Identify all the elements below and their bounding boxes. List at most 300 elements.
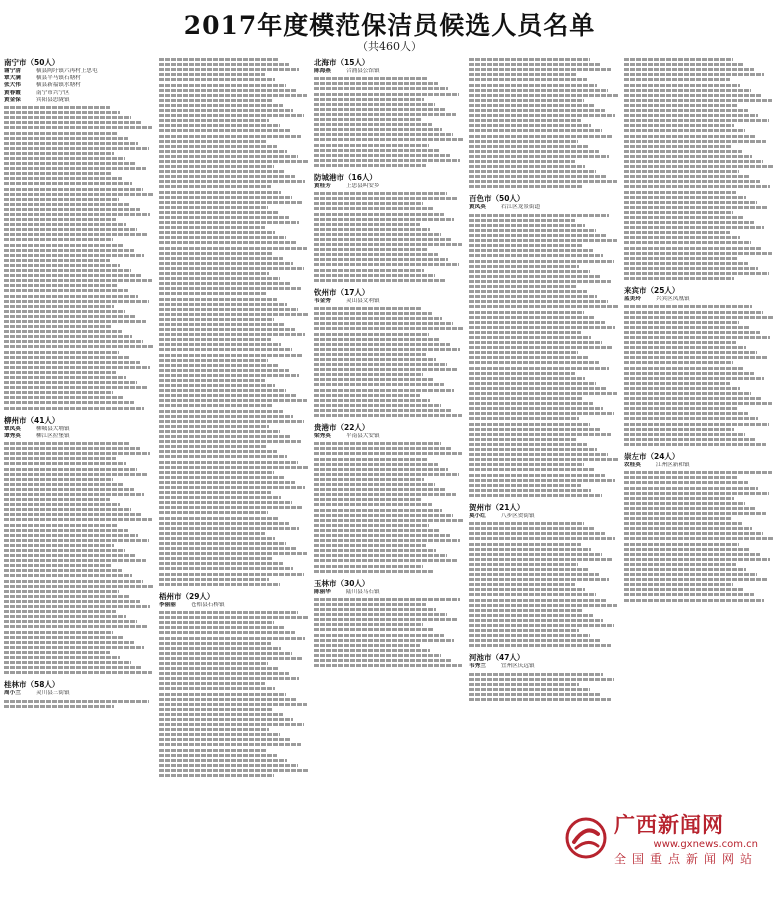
candidate-entry-line — [159, 231, 275, 234]
candidate-entry-line — [469, 170, 596, 173]
candidate-entry — [624, 296, 775, 303]
candidate-entry-line — [314, 307, 421, 310]
candidate-place: 宾阳县思陇镇 — [36, 96, 70, 103]
candidate-entry-line — [469, 135, 612, 138]
candidate-entry-line — [159, 471, 274, 474]
candidate-entry-line — [314, 159, 460, 162]
candidate-entry-line — [159, 476, 284, 479]
candidate-entry-line — [624, 599, 764, 602]
candidate-entry-line — [159, 58, 278, 61]
candidate-entry-line — [624, 236, 740, 239]
candidate-entry-line — [624, 262, 748, 265]
candidate-entry-line — [159, 129, 290, 132]
candidate-entry-line — [159, 537, 275, 540]
city-section — [4, 416, 155, 675]
candidate-entry-line — [159, 547, 296, 550]
column-5 — [624, 56, 775, 896]
candidate-entry-line — [624, 331, 760, 334]
candidate-entry-line — [4, 147, 149, 150]
candidate-entry-line — [469, 165, 585, 168]
candidate-entry-line — [4, 284, 117, 287]
candidate-entry-line — [624, 548, 749, 551]
candidate-entry-line — [159, 282, 290, 285]
candidate-entry-line — [469, 377, 585, 380]
page-title: 2017年度模范保洁员候选人员名单 — [183, 11, 596, 40]
candidate-entry-line — [314, 447, 451, 450]
candidate-entry — [4, 90, 155, 97]
candidate-entry-line — [314, 378, 433, 381]
candidate-place: 灵川县三街镇 — [36, 690, 70, 697]
candidate-entry-line — [469, 537, 615, 540]
candidate-entry-line — [469, 73, 576, 76]
candidate-entry-line — [469, 140, 578, 143]
candidate-place: 江州区新和镇 — [656, 461, 690, 468]
candidate-entry-line — [624, 367, 743, 370]
candidate-entry-line — [469, 407, 603, 410]
candidate-entry-line — [469, 522, 584, 525]
candidate-entry-line — [159, 466, 308, 469]
city-section — [159, 58, 310, 586]
candidate-entry-line — [624, 165, 773, 168]
candidate-entry-line — [4, 249, 134, 252]
candidate-entry-line — [4, 126, 152, 129]
candidate-entry — [4, 75, 155, 82]
candidate-place: 横县新福镇水塘村 — [36, 82, 81, 89]
candidate-name: 覃凤英 — [4, 425, 21, 432]
candidate-entry-line — [159, 191, 281, 194]
candidate-entry-line — [624, 150, 742, 153]
candidate-entry-line — [624, 221, 754, 224]
candidate-entry-line — [624, 583, 733, 586]
candidate-place: 宜州区庆远镇 — [501, 663, 535, 670]
candidate-entry-line — [469, 234, 606, 237]
candidate-entry-line — [469, 604, 617, 607]
candidate-entry-line — [159, 73, 265, 76]
candidate-entry-line — [159, 481, 295, 484]
city-section — [469, 503, 620, 648]
candidate-entry-line — [624, 423, 769, 426]
candidate-entry-line — [4, 585, 153, 588]
candidate-entry-line — [624, 201, 757, 204]
candidate-entry-line — [159, 226, 265, 229]
candidate-entry-line — [159, 621, 274, 624]
candidate-entry-line — [4, 442, 129, 445]
candidate-entry-line — [469, 563, 578, 566]
candidate-entry-line — [624, 129, 745, 132]
candidate-entry-line — [314, 570, 433, 573]
candidate-entry-line — [314, 383, 444, 386]
candidate-entry-line — [159, 247, 307, 250]
candidate-entry-line — [624, 471, 772, 474]
candidate-entry-line — [4, 305, 114, 308]
candidate-entry-line — [159, 298, 277, 301]
candidate-entry-line — [314, 498, 421, 501]
candidate-entry-line — [314, 192, 447, 195]
candidate-entry-line — [4, 172, 111, 175]
candidate-entry-line — [469, 599, 606, 602]
candidate-entry-line — [624, 155, 752, 158]
candidate-entry-line — [624, 507, 755, 510]
candidate-entry-line — [314, 243, 462, 246]
candidate-entry-line — [4, 620, 137, 623]
candidate-place: 陆川县乌石镇 — [346, 588, 380, 595]
candidate-entry-line — [624, 392, 751, 395]
candidate-entry-line — [314, 509, 442, 512]
candidate-entry-line — [469, 693, 600, 696]
candidate-entry-line — [4, 391, 113, 394]
candidate-entry — [4, 433, 155, 440]
candidate-entry-line — [4, 366, 150, 369]
candidate-entry — [314, 298, 465, 305]
candidate-entry-line — [159, 145, 277, 148]
candidate-entry-line — [4, 289, 128, 292]
section-heading: 贺州市（21人） — [469, 502, 525, 512]
candidate-entry-line — [314, 644, 420, 647]
candidate-entry-line — [624, 588, 743, 591]
candidate-entry-line — [4, 167, 146, 170]
candidate-entry-line — [624, 397, 761, 400]
candidate-entry-line — [469, 568, 588, 571]
candidate-entry-line — [159, 667, 278, 670]
candidate-entry-line — [469, 99, 584, 102]
candidate-entry-line — [159, 68, 299, 71]
city-section — [314, 288, 465, 417]
candidate-entry-line — [159, 486, 305, 489]
candidate-entry-line — [159, 552, 307, 555]
candidate-entry-line — [159, 338, 271, 341]
candidate-entry-line — [159, 160, 308, 163]
candidate-entry-line — [624, 170, 739, 173]
candidate-entry-line — [4, 447, 140, 450]
candidate-entry-line — [159, 430, 280, 433]
candidate-entry-line — [159, 611, 298, 614]
candidate-entry-line — [4, 636, 123, 639]
candidate-entry-line — [314, 639, 454, 642]
candidate-entry-line — [314, 223, 420, 226]
candidate-entry-line — [624, 305, 752, 308]
candidate-entry-line — [624, 68, 754, 71]
candidate-entry-line — [624, 382, 730, 385]
candidate-name: 陈海燕 — [314, 68, 331, 74]
candidate-entry-line — [469, 468, 594, 471]
candidate-name: 韦金秀 — [314, 297, 331, 304]
candidate-entry-line — [469, 155, 609, 158]
candidate-entry-line — [469, 382, 596, 385]
candidate-entry-line — [469, 129, 602, 132]
candidate-entry-line — [314, 317, 442, 320]
candidate-entry-line — [4, 483, 123, 486]
candidate-entry-line — [314, 623, 423, 626]
candidate-entry-line — [469, 438, 576, 441]
candidate-entry-line — [159, 374, 299, 377]
candidate-entry-line — [159, 517, 278, 520]
candidate-entry-line — [314, 399, 430, 402]
candidate-entry-line — [4, 513, 141, 516]
candidate-entry-line — [314, 394, 420, 397]
candidate-entry-line — [314, 233, 441, 236]
candidate-entry-line — [159, 657, 302, 660]
candidate-place: 平南县大安镇 — [346, 433, 380, 439]
candidate-entry-line — [624, 73, 764, 76]
candidate-name: 覃大满 — [4, 75, 21, 82]
city-section — [314, 579, 465, 668]
candidate-entry-line — [624, 119, 769, 122]
candidate-entry-line — [314, 519, 463, 522]
candidate-entry-line — [624, 231, 730, 234]
candidate-entry-line — [624, 593, 754, 596]
candidate-entry-line — [314, 258, 448, 261]
candidate-entry-line — [624, 326, 749, 329]
candidate-entry-line — [4, 157, 125, 160]
candidate-entry-line — [4, 457, 116, 460]
candidate-entry-line — [469, 336, 591, 339]
candidate-entry-line — [4, 705, 114, 708]
candidate-entry-line — [4, 569, 122, 572]
candidate-entry-line — [314, 613, 447, 616]
candidate-entry-line — [4, 615, 126, 618]
candidate-entry-line — [469, 474, 605, 477]
candidate-entry-line — [159, 532, 265, 535]
candidate-entry-line — [469, 367, 609, 370]
candidate-entry-line — [624, 351, 757, 354]
candidate-entry-line — [624, 63, 743, 66]
candidate-entry-line — [469, 494, 602, 497]
candidate-name: 李丽丽 — [159, 601, 176, 608]
candidate-entry-line — [314, 534, 450, 537]
candidate-entry-line — [624, 206, 767, 209]
candidate-entry-line — [469, 588, 585, 591]
candidate-entry-line — [314, 338, 439, 341]
candidate-entry-line — [314, 82, 438, 85]
candidate-entry-line — [624, 99, 772, 102]
candidate-entry — [4, 82, 155, 89]
candidate-entry — [159, 602, 310, 609]
candidate-entry-line — [4, 401, 134, 404]
candidate-entry-line — [159, 496, 281, 499]
candidate-entry-line — [624, 387, 740, 390]
candidate-entry-line — [469, 160, 575, 163]
candidate-entry-line — [4, 590, 119, 593]
watermark-slogan: 全国重点新闻网站 — [614, 852, 759, 866]
candidate-entry-line — [624, 517, 731, 520]
candidate-entry-line — [159, 450, 277, 453]
candidate-entry-line — [314, 197, 457, 200]
candidate-entry-line — [159, 738, 290, 741]
candidate-entry-line — [159, 180, 305, 183]
candidate-entry-line — [159, 774, 274, 777]
candidate-entry-line — [469, 619, 603, 622]
candidate-name: 周小兰 — [4, 690, 21, 697]
candidate-place: 上思县叫安乡 — [346, 182, 380, 189]
candidate-entry-line — [4, 595, 129, 598]
candidate-name: 谭秀英 — [4, 432, 21, 439]
candidate-entry-line — [624, 267, 758, 270]
candidate-entry-line — [159, 206, 268, 209]
candidate-entry-line — [4, 473, 147, 476]
candidate-entry-line — [159, 631, 295, 634]
candidate-entry-line — [469, 244, 582, 247]
candidate-entry-line — [4, 600, 140, 603]
candidate-entry-line — [159, 272, 269, 275]
candidate-entry-line — [159, 626, 284, 629]
candidate-entry-line — [624, 476, 737, 479]
candidate-entry-line — [624, 185, 770, 188]
candidate-entry-line — [469, 644, 611, 647]
candidate-place: 兴宾区凤凰镇 — [656, 296, 690, 303]
candidate-entry-line — [469, 275, 600, 278]
candidate-entry-line — [469, 548, 591, 551]
candidate-entry-line — [314, 389, 454, 392]
candidate-entry-line — [159, 718, 293, 721]
candidate-entry-line — [4, 371, 116, 374]
candidate-entry-line — [159, 114, 304, 117]
candidate-entry-line — [159, 425, 269, 428]
candidate-entry-line — [4, 203, 129, 206]
candidate-entry — [4, 68, 155, 75]
candidate-entry-line — [469, 300, 608, 303]
candidate-entry — [4, 97, 155, 104]
column-2 — [159, 56, 310, 896]
city-section — [4, 680, 155, 707]
candidate-entry-line — [469, 532, 605, 535]
candidate-entry-line — [314, 164, 426, 167]
candidate-entry-line — [4, 330, 122, 333]
candidate-entry-line — [4, 631, 113, 634]
candidate-entry-line — [159, 343, 281, 346]
candidate-entry-line — [159, 124, 280, 127]
candidate-entry-line — [4, 580, 143, 583]
candidate-entry-line — [624, 502, 745, 505]
section-heading: 北海市（15人） — [314, 58, 370, 67]
candidate-entry-line — [469, 609, 582, 612]
candidate-entry-line — [469, 78, 587, 81]
candidate-entry-line — [4, 381, 137, 384]
candidate-entry-line — [469, 402, 593, 405]
candidate-entry-line — [4, 244, 123, 247]
candidate-entry-line — [314, 654, 441, 657]
candidate-entry-line — [159, 759, 287, 762]
candidate-entry-line — [159, 693, 286, 696]
candidate-entry-line — [314, 442, 441, 445]
candidate-place: 合浦县公馆镇 — [346, 68, 380, 74]
candidate-entry-line — [624, 428, 734, 431]
candidate-entry-line — [469, 94, 618, 97]
candidate-entry-line — [4, 208, 140, 211]
candidate-entry — [469, 513, 620, 520]
candidate-entry-line — [159, 491, 271, 494]
candidate-entry-line — [159, 277, 280, 280]
candidate-entry-line — [314, 458, 427, 461]
candidate-entry-line — [159, 109, 293, 112]
candidate-entry-line — [314, 348, 460, 351]
candidate-entry-line — [314, 312, 432, 315]
candidate-entry-line — [159, 662, 268, 665]
candidate-entry-line — [159, 749, 266, 752]
candidate-entry-line — [469, 392, 617, 395]
city-section — [469, 194, 620, 496]
candidate-entry-line — [624, 311, 763, 314]
candidate-entry-line — [314, 565, 423, 568]
candidate-entry-line — [314, 463, 438, 466]
candidate-entry-line — [469, 673, 603, 676]
candidate-entry-line — [624, 196, 746, 199]
candidate-entry-line — [469, 326, 615, 329]
candidate-entry-line — [4, 274, 141, 277]
candidate-entry-line — [469, 639, 600, 642]
candidate-entry — [314, 68, 465, 75]
candidate-entry-line — [314, 154, 450, 157]
candidate-entry-line — [4, 218, 116, 221]
candidate-entry-line — [469, 463, 584, 466]
candidate-entry-line — [624, 124, 734, 127]
candidate-entry-line — [469, 150, 599, 153]
candidate-name: 陈丽华 — [314, 588, 331, 595]
candidate-entry-line — [159, 165, 274, 168]
city-section — [469, 653, 620, 701]
candidate-entry-line — [159, 455, 287, 458]
candidate-entry-line — [469, 305, 618, 308]
candidate-entry-line — [4, 259, 110, 262]
candidate-entry-line — [624, 512, 766, 515]
candidate-entry-line — [624, 145, 731, 148]
candidate-entry-line — [469, 290, 587, 293]
candidate-entry-line — [624, 481, 748, 484]
candidate-entry-line — [4, 544, 114, 547]
candidate-entry-line — [314, 108, 445, 111]
candidate-entry-line — [4, 121, 141, 124]
candidate-name: 张大伟 — [4, 82, 21, 89]
candidate-entry-line — [159, 698, 296, 701]
candidate-entry-line — [624, 372, 754, 375]
candidate-entry-line — [159, 652, 292, 655]
candidate-entry-line — [624, 216, 743, 219]
candidate-entry-line — [4, 264, 120, 267]
candidate-entry-line — [314, 327, 463, 330]
candidate-entry-line — [4, 228, 137, 231]
candidate-entry-line — [4, 498, 110, 501]
candidate-entry-line — [469, 453, 608, 456]
candidate-entry-line — [314, 478, 424, 481]
candidate-entry-line — [314, 414, 462, 417]
candidate-entry-line — [314, 514, 453, 517]
candidate-entry-line — [159, 394, 296, 397]
candidate-entry-line — [624, 257, 737, 260]
candidate-entry-line — [469, 356, 588, 359]
candidate-entry-line — [314, 524, 429, 527]
candidate-entry-line — [624, 438, 755, 441]
candidate-entry-line — [314, 628, 433, 631]
candidate-name: 谢宁清 — [4, 68, 21, 74]
candidate-entry-line — [159, 578, 269, 581]
candidate-entry-line — [469, 372, 575, 375]
candidate-entry-line — [159, 511, 268, 514]
candidate-entry-line — [469, 285, 576, 288]
candidate-entry-line — [4, 610, 116, 613]
candidate-entry-line — [624, 114, 758, 117]
candidate-entry-line — [4, 700, 149, 703]
city-section — [469, 58, 620, 188]
candidate-entry-line — [159, 708, 272, 711]
candidate-entry-line — [314, 549, 436, 552]
candidate-entry — [624, 462, 775, 469]
candidate-entry-line — [4, 162, 135, 165]
candidate-entry-line — [469, 316, 594, 319]
candidate-entry-line — [469, 58, 590, 61]
candidate-entry-line — [469, 412, 614, 415]
column-1 — [4, 56, 155, 896]
candidate-entry-line — [159, 99, 272, 102]
candidate-entry-line — [624, 563, 736, 566]
